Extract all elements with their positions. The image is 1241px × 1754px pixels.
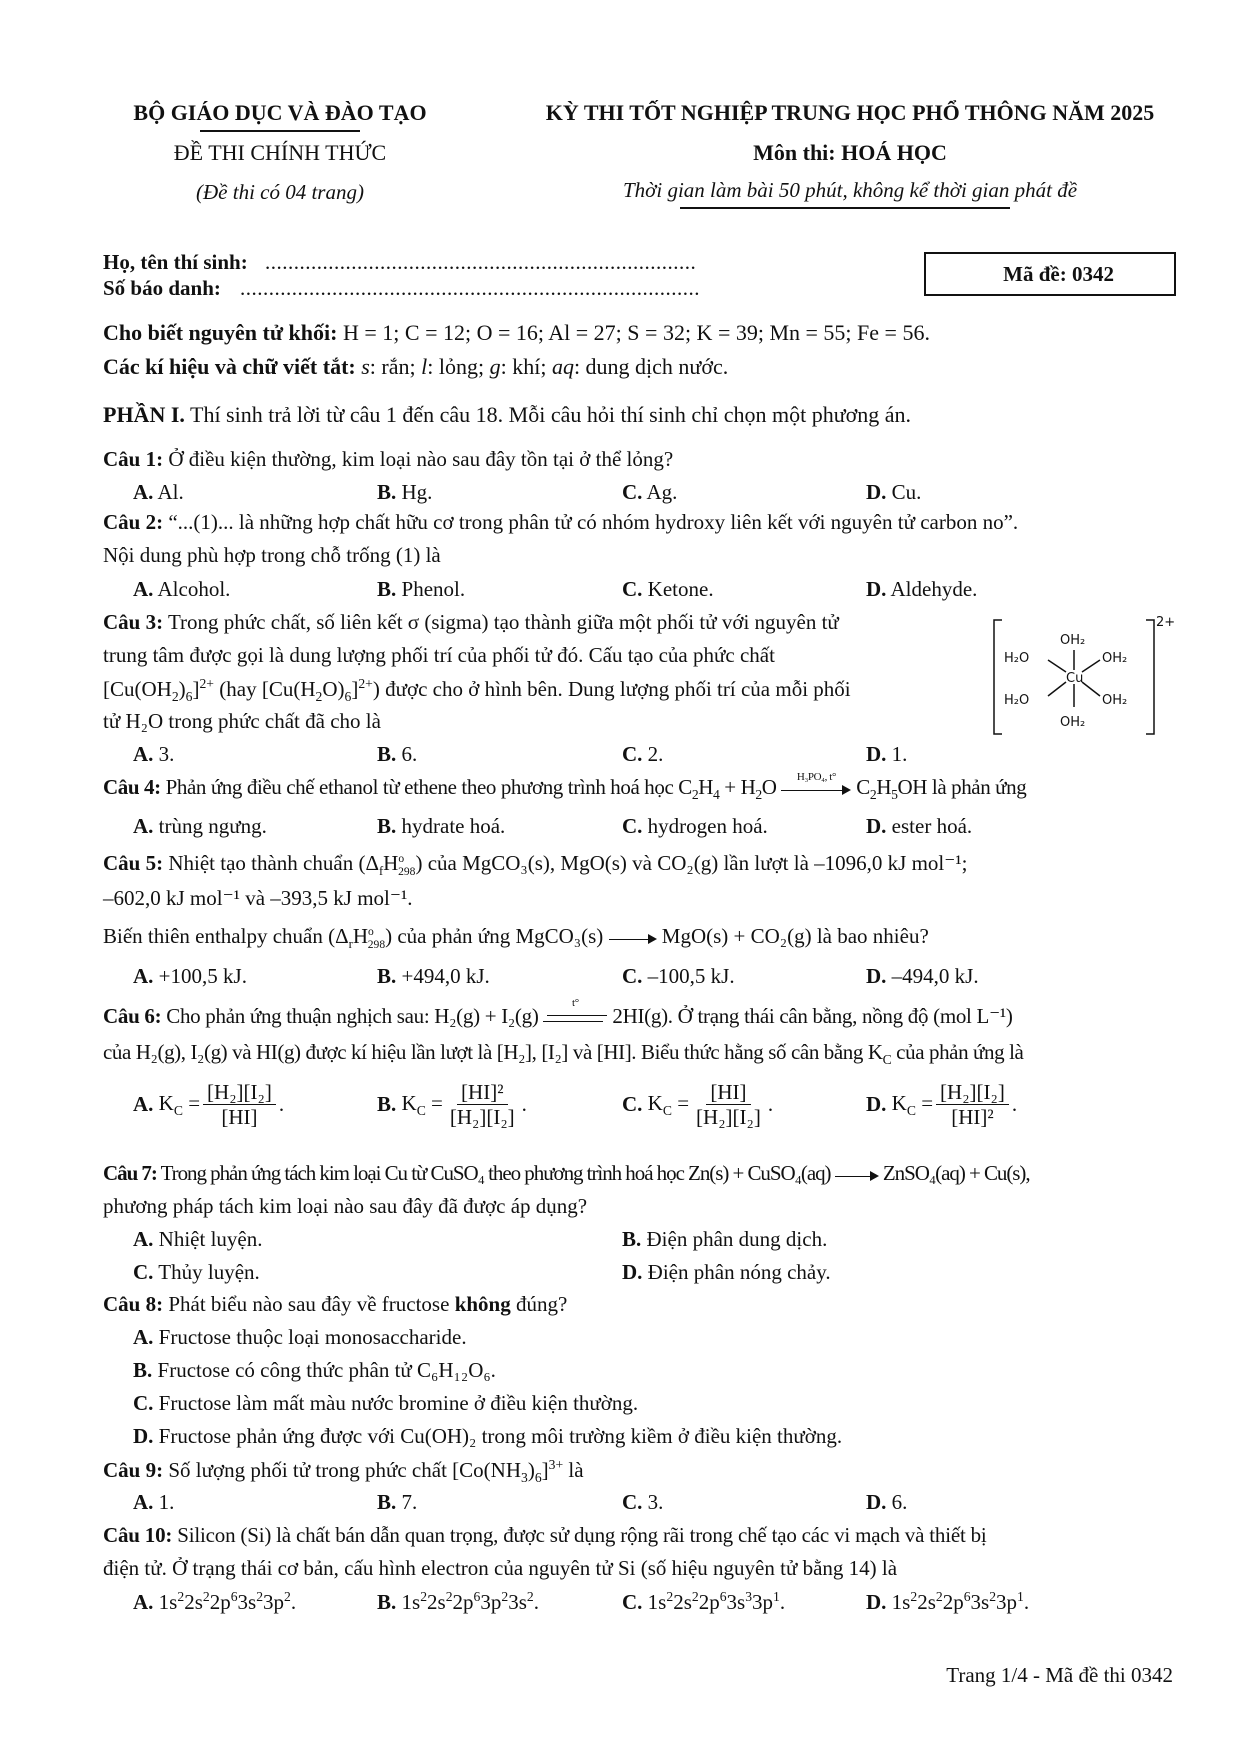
q10-d-config: $1s^22s^22p^63s^23p^1$. xyxy=(891,1589,1030,1614)
q3-option-b[interactable]: B. 6. xyxy=(377,742,418,766)
q3-line3-mid: (hay xyxy=(219,677,257,701)
q5-option-a[interactable]: A. +100,5 kJ. xyxy=(133,964,247,988)
q3-stem-line2: trung tâm được gọi là dung lượng phối trí của phối tử đó. Cấu tạo của phức chất xyxy=(103,643,775,667)
q6-equilibrium-arrow: t° xyxy=(543,1007,607,1029)
q9-complex-formula: $[Co(NH_3)_6]^{3+}$ xyxy=(452,1457,564,1486)
q7-line1b: ZnSO₄(aq) + Cu(s), xyxy=(882,1161,1030,1185)
name-label: Họ, tên thí sinh: xyxy=(103,250,248,274)
fig-bottom-ligand: OH₂ xyxy=(1060,715,1086,730)
q9-text-a: Số lượng phối tử trong phức chất xyxy=(168,1458,447,1482)
q5-line1a: Nhiệt tạo thành chuẩn xyxy=(168,851,354,875)
q6-option-b[interactable]: B. $K_C$ = $\frac{\text{[HI]²}}{\text{[H₂][I₂]}}$ . xyxy=(377,1080,527,1130)
q2-label: Câu 2: xyxy=(103,510,164,534)
symbol-aq: aq xyxy=(551,354,574,379)
part1-instruction xyxy=(103,402,911,428)
atomic-values: H = 1; C = 12; O = 16; Al = 27; S = 32; K = 39; Mn = 55; Fe = 56. xyxy=(342,320,930,345)
q7-option-c[interactable]: C. Thủy luyện. xyxy=(133,1260,260,1284)
q3-complex-figure xyxy=(990,612,1175,742)
q8-stem xyxy=(103,1292,567,1317)
q7-stem-line2: phương pháp tách kim loại nào sau đây đã được áp dụng? xyxy=(103,1194,588,1218)
exam-code-box xyxy=(924,252,1176,296)
q5-line3c: MgO(s) + CO₂(g) là bao nhiêu? xyxy=(661,924,929,948)
q5-option-b[interactable]: B. +494,0 kJ. xyxy=(377,964,490,988)
q10-option-c[interactable]: C. $1s^22s^22p^63s^33p^1$. xyxy=(622,1589,786,1614)
q10-option-a[interactable]: A. $1s^22s^22p^63s^23p^2$. xyxy=(133,1589,297,1614)
q6-option-c[interactable]: C. $K_C$ = $\frac{[HI]}{\text{[H₂][I₂]}}$ . xyxy=(622,1080,774,1130)
q9-option-d[interactable]: D. 6. xyxy=(866,1490,908,1514)
q4-equation-right: $C_2H_5OH$ xyxy=(856,775,928,803)
fig-lower-right-ligand: OH₂ xyxy=(1102,693,1128,708)
q6-option-d[interactable]: D. $K_C$ = $\frac{\text{[H₂][I₂]}}{\text{[HI]²}}$ . xyxy=(866,1080,1018,1130)
q5-option-d[interactable]: D. –494,0 kJ. xyxy=(866,964,979,988)
q7-option-a[interactable]: A. Nhiệt luyện. xyxy=(133,1227,263,1251)
exam-title: KỲ THI TỐT NGHIỆP TRUNG HỌC PHỔ THÔNG NĂM 2025 xyxy=(545,100,1155,125)
q5-line3a: Biến thiên enthalpy chuẩn xyxy=(103,924,323,948)
q6-b-numerator: [HI]² xyxy=(457,1080,507,1105)
q2-option-c[interactable]: C. Ketone. xyxy=(622,577,714,601)
q4-equation-left: $C_2H_4 + H_2O$ xyxy=(678,775,777,803)
q3-line1: Trong phức chất, số liên kết σ (sigma) tạo thành giữa một phối tử với nguyên tử xyxy=(167,610,839,634)
atomic-label: Cho biết nguyên tử khối: xyxy=(103,320,338,345)
q5-stem-line3 xyxy=(103,924,929,952)
fig-top-ligand: OH₂ xyxy=(1060,633,1086,648)
q4-tail: là phản ứng xyxy=(931,775,1027,799)
q6-b-denominator: [H₂][I₂] xyxy=(449,1105,515,1130)
ministry: BỘ GIÁO DỤC VÀ ĐÀO TẠO xyxy=(133,100,427,125)
subject: Môn thi: HOÁ HỌC xyxy=(753,140,947,165)
q2-stem-line1 xyxy=(103,510,1018,535)
q3-option-a[interactable]: A. 3. xyxy=(133,742,175,766)
q9-option-c[interactable]: C. 3. xyxy=(622,1490,664,1514)
q3-label: Câu 3: xyxy=(103,610,164,634)
pages-note: (Đề thi có 04 trang) xyxy=(196,180,364,204)
fig-center-atom: Cu xyxy=(1066,671,1084,686)
q8-option-c[interactable]: C. Fructose làm mất màu nước bromine ở điều kiện thường. xyxy=(133,1391,639,1415)
symbol-g: g xyxy=(489,354,501,379)
q10-b-config: $1s^22s^22p^63p^23s^2$. xyxy=(401,1589,539,1614)
q6-d-numerator: [H₂][I₂] xyxy=(936,1080,1009,1105)
fig-charge: 2+ xyxy=(1156,615,1175,630)
q1-option-a[interactable]: A. Al. xyxy=(133,480,184,504)
q3-stem-line4: tử H₂O trong phức chất đã cho là xyxy=(103,709,381,733)
q6-line1b: 2HI(g). Ở trạng thái cân bằng, nồng độ (mol L⁻¹) xyxy=(612,1004,1013,1028)
q10-line1: Silicon (Si) là chất bán dẫn quan trọng, được sử dụng rộng rãi trong chế tạo các vi mạch và thiết bị xyxy=(177,1523,987,1547)
q7-option-b[interactable]: B. Điện phân dung dịch. xyxy=(622,1227,828,1251)
q1-option-b[interactable]: B. Hg. xyxy=(377,480,433,504)
q10-option-b[interactable]: B. $1s^22s^22p^63p^23s^2$. xyxy=(377,1589,539,1614)
q5-option-c[interactable]: C. –100,5 kJ. xyxy=(622,964,735,988)
time-underline xyxy=(680,207,1010,209)
page-footer: Trang 1/4 - Mã đề thi 0342 xyxy=(946,1663,1173,1687)
q2-option-d[interactable]: D. Aldehyde. xyxy=(866,577,978,601)
symbol-l-desc: : lỏng; xyxy=(427,354,485,379)
q1-stem xyxy=(103,447,673,472)
q3-stem-line3 xyxy=(103,676,851,705)
fig-upper-left-ligand: H₂O xyxy=(1004,651,1030,666)
q3-stem-line1 xyxy=(103,610,839,635)
q10-c-config: $1s^22s^22p^63s^33p^1$. xyxy=(647,1589,786,1614)
ministry-underline xyxy=(200,130,360,132)
symbols-label: Các kí hiệu và chữ viết tắt: xyxy=(103,354,356,379)
q6-line1a: Cho phản ứng thuận nghịch sau: H₂(g) + I₂(g) xyxy=(166,1004,539,1028)
part1-label: PHẦN I. xyxy=(103,402,185,427)
q3-complex-formula: $[Cu(OH_2)_6]^{2+}$ xyxy=(103,676,214,705)
symbol-aq-desc: : dung dịch nước. xyxy=(573,354,729,379)
q10-label: Câu 10: xyxy=(103,1523,173,1547)
q1-option-c[interactable]: C. Ag. xyxy=(622,480,678,504)
q6-option-a[interactable]: A. $K_C$ = $\frac{\text{[H₂][I₂]}}{[HI]}$ . xyxy=(133,1080,285,1130)
symbol-s-desc: : rắn; xyxy=(369,354,416,379)
symbols-line xyxy=(103,354,728,380)
q10-stem-line2: điện tử. Ở trạng thái cơ bản, cấu hình electron của nguyên tử Si (số hiệu nguyên tử bằng 14) là xyxy=(103,1556,898,1580)
q9-option-b[interactable]: B. 7. xyxy=(377,1490,418,1514)
q5-stem-line1 xyxy=(103,851,967,879)
fig-lower-left-ligand: H₂O xyxy=(1004,693,1030,708)
q6-line2-end: của phản ứng là xyxy=(896,1040,1024,1064)
q4-stem xyxy=(103,771,1027,803)
symbol-g-desc: : khí; xyxy=(500,354,547,379)
q4-label: Câu 4: xyxy=(103,775,161,799)
q4-option-c[interactable]: C. hydrogen hoá. xyxy=(622,814,768,838)
q1-label: Câu 1: xyxy=(103,447,164,471)
q5-formation-enthalpy-symbol: $(\Delta_fH^o_{298})$ xyxy=(358,851,423,879)
symbol-s: s xyxy=(361,354,370,379)
atomic-masses xyxy=(103,320,930,346)
q3-option-d[interactable]: D. 1. xyxy=(866,742,908,766)
q5-line1b: của MgCO₃(s), MgO(s) và CO₂(g) lần lượt là –1096,0 kJ mol⁻¹; xyxy=(427,851,968,875)
q4-option-d[interactable]: D. ester hoá. xyxy=(866,814,973,838)
time-note: Thời gian làm bài 50 phút, không kể thời gian phát đề xyxy=(622,178,1078,202)
q6-label: Câu 6: xyxy=(103,1004,162,1028)
q8-label: Câu 8: xyxy=(103,1292,164,1316)
q7-stem-line1 xyxy=(103,1161,1030,1186)
q2-stem-line2: Nội dung phù hợp trong chỗ trống (1) là xyxy=(103,543,441,567)
q7-label: Câu 7: xyxy=(103,1161,157,1185)
q6-c-denominator: [H₂][I₂] xyxy=(696,1105,761,1130)
q5-stem-line2: –602,0 kJ mol⁻¹ và –393,5 kJ mol⁻¹. xyxy=(103,886,413,910)
q6-stem-line2 xyxy=(103,1040,1023,1068)
q5-reaction-enthalpy-symbol: $(\Delta_rH^o_{298})$ xyxy=(328,924,393,952)
q5-reaction-arrow xyxy=(609,928,657,948)
q9-text-b: là xyxy=(568,1458,584,1482)
q2-line1: “...(1)... là những hợp chất hữu cơ trong phân tử có nhóm hydroxy liên kết với nguyên tử carbon no”. xyxy=(168,510,1019,534)
q4-reaction-arrow: H₃PO₄, t° xyxy=(781,779,851,799)
q6-d-denominator: [HI]² xyxy=(951,1105,994,1130)
name-dots: ........................................................................... xyxy=(265,250,697,274)
q6-c-numerator: [HI] xyxy=(706,1080,750,1105)
q8-option-b[interactable]: B. Fructose có công thức phân tử C₆H₁₂O₆. xyxy=(133,1358,496,1382)
q8-option-d[interactable]: D. Fructose phản ứng được với Cu(OH)₂ trong môi trường kiềm ở điều kiện thường. xyxy=(133,1424,843,1448)
q8-text-bold: không xyxy=(454,1292,511,1316)
q7-option-d[interactable]: D. Điện phân nóng chảy. xyxy=(622,1260,831,1284)
q1-option-d[interactable]: D. Cu. xyxy=(866,480,922,504)
symbol-l: l xyxy=(421,354,428,379)
left-bracket xyxy=(994,620,1002,734)
q4-option-b[interactable]: B. hydrate hoá. xyxy=(377,814,506,838)
q2-option-b[interactable]: B. Phenol. xyxy=(377,577,466,601)
official-label: ĐỀ THI CHÍNH THỨC xyxy=(173,140,387,165)
q3-line3-end: được cho ở hình bên. Dung lượng phối trí của mỗi phối xyxy=(385,677,851,701)
q4-text: Phản ứng điều chế ethanol từ ethene theo phương trình hoá học xyxy=(165,775,674,799)
exam-code: Mã đề: 0342 xyxy=(1003,262,1114,286)
q4-option-a[interactable]: A. trùng ngưng. xyxy=(133,814,267,838)
q8-text-a: Phát biểu nào sau đây về fructose xyxy=(168,1292,450,1316)
q7-line1a: Trong phản ứng tách kim loại Cu từ CuSO₄ theo phương trình hoá học Zn(s) + CuSO₄(aq) xyxy=(160,1161,831,1185)
q6-line2: của H₂(g), I₂(g) và HI(g) được kí hiệu lần lượt là [H₂], [I₂] và [HI]. Biểu thức hằng số cân bằng K xyxy=(103,1040,883,1064)
q10-a-config: $1s^22s^22p^63s^23p^2$. xyxy=(158,1589,297,1614)
q8-text-b: đúng? xyxy=(515,1292,568,1316)
q7-reaction-arrow xyxy=(835,1165,879,1185)
right-bracket xyxy=(1146,620,1154,734)
q9-option-a[interactable]: A. 1. xyxy=(133,1490,175,1514)
q6-a-numerator: [H₂][I₂] xyxy=(203,1080,276,1105)
id-dots: ................................................................................ xyxy=(240,276,700,300)
q8-option-a[interactable]: A. Fructose thuộc loại monosaccharide. xyxy=(133,1325,467,1349)
fig-upper-right-ligand: OH₂ xyxy=(1102,651,1128,666)
q6-a-denominator: [HI] xyxy=(221,1105,258,1130)
q6-line2-sub: C xyxy=(882,1052,892,1068)
q3-complex-alt: $[Cu(H_2O)_6]^{2+}$) xyxy=(256,676,380,705)
id-label: Số báo danh: xyxy=(103,276,221,300)
q2-option-a[interactable]: A. Alcohol. xyxy=(133,577,231,601)
q5-line3b: của phản ứng MgCO₃(s) xyxy=(397,924,604,948)
q10-stem-line1 xyxy=(103,1523,987,1548)
q6-stem-line1 xyxy=(103,997,1013,1029)
q3-option-c[interactable]: C. 2. xyxy=(622,742,664,766)
q10-option-d[interactable]: D. $1s^22s^22p^63s^23p^1$. xyxy=(866,1589,1030,1614)
q5-label: Câu 5: xyxy=(103,851,164,875)
q1-text: Ở điều kiện thường, kim loại nào sau đây tồn tại ở thể lỏng? xyxy=(168,447,674,471)
part1-text: Thí sinh trả lời từ câu 1 đến câu 18. Mỗi câu hỏi thí sinh chỉ chọn một phương án. xyxy=(190,402,912,427)
q9-label: Câu 9: xyxy=(103,1458,164,1482)
q9-stem xyxy=(103,1457,584,1486)
